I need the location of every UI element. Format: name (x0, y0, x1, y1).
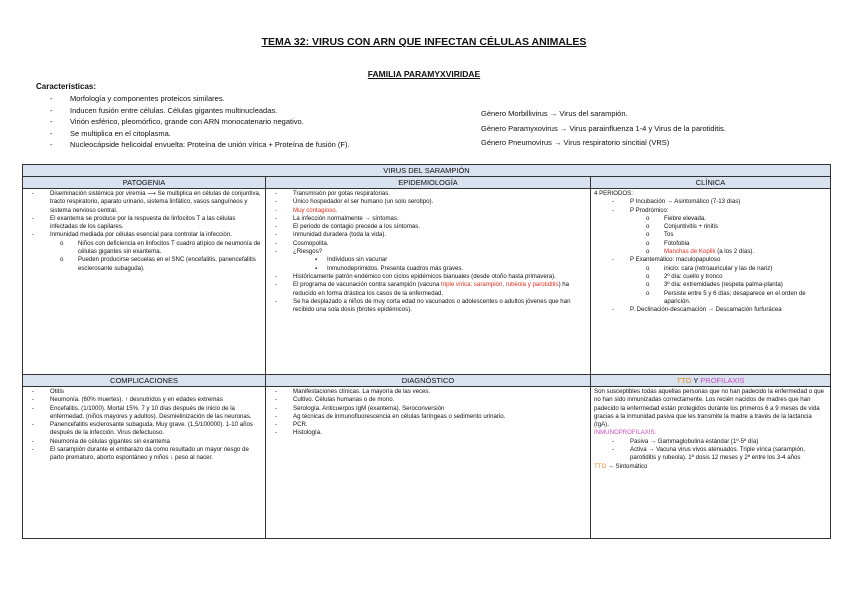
patogenia-cell (23, 189, 266, 375)
list-item: o 2º día: cuello y tronco (664, 273, 827, 281)
list-item: - Otitis (50, 388, 262, 396)
list-item: - Se ha desplazado a niños de muy corta edad no vacunados o adolescentes o adultos jóvenes que han recibido una sola dosis (brotes epidémicos). (293, 298, 587, 315)
list-item: o Pueden producirse secuelas en el SNC (encefalitis, panencefalitis esclerosante subaguda). (78, 256, 262, 273)
tto-cell (591, 387, 831, 539)
tto-label: TTO (594, 462, 607, 470)
list-item-text: Inmunidad mediada por células esencial para controlar la infección. (50, 231, 232, 239)
list-item: - El sarampión durante el embarazo da como resultado un mayor riesgo de parto prematuro, aborto espontáneo y niños ↓ peso al nacer. (50, 446, 262, 463)
list-item-text: El programa de vacunación contra sarampión (vacuna (293, 281, 442, 289)
list-item: o Fiebre elevada. (664, 215, 827, 223)
list-item: ▪ Inmunodeprimidos. Presenta cuadros más graves. (327, 265, 587, 273)
list-item-text: P Prodrómico: (630, 206, 669, 214)
clinica-cell (591, 189, 831, 375)
list-item: - Nucleocápside helicoidal envuelta: Proteína de unión vírica + Proteína de fusión (F). (50, 139, 350, 151)
list-item: Género Paramyxovirus → Virus parainfluenza 1-4 y Virus de la parotiditis. (481, 123, 726, 133)
list-item: - Cosmopolita. (293, 240, 587, 248)
profilaxis-label: PROFILAXIS (700, 376, 745, 385)
list-item (50, 231, 262, 272)
list-item: - PCR. (293, 421, 587, 429)
list-item: - Histología. (293, 429, 587, 437)
list-item: - Serología. Anticuerpos IgM (exantema). Seroconversión (293, 405, 587, 413)
list-item: - Único hospedador el ser humano (un solo serotipo). (293, 198, 587, 206)
list-item (630, 256, 827, 306)
list-item: - Se multiplica en el citoplasma. (50, 128, 350, 140)
list-item: - Panencefalitis esclerosante subaguda. Muy grave. (1,5/100000). 1-10 años después de la infección. Virus defectuoso. (50, 421, 262, 438)
header-diagnostico: DIAGNÓSTICO (266, 375, 591, 387)
tto-text: → Sintomático (606, 462, 648, 470)
list-item: - El periodo de contagio precede a los síntomas. (293, 223, 587, 231)
list-item-text: ) ha reducido en forma drástica los casos de la enfermedad. (293, 281, 570, 297)
header-epidemiologia: EPIDEMIOLOGÍA (266, 177, 591, 189)
list-item: o inicio: cara (retroauricular y las de nariz) (664, 265, 827, 273)
list-item: - La infección normalmente → síntomas. (293, 215, 587, 223)
list-item: - Inmunidad duradera (toda la vida). (293, 231, 587, 239)
document-title: TEMA 32: VIRUS CON ARN QUE INFECTAN CÉLULAS ANIMALES (261, 36, 587, 48)
list-item: - Pasiva → Gammaglobulina estándar (1º-5º día) (630, 438, 827, 446)
list-item: - Activa → Vacuna virus vivos atenuados. Triple vírica (sarampión, parotiditis y rubeola). 1ª dosis 12 meses y 2ª entre los 3-4 años (630, 446, 827, 463)
list-item: - Manifestaciones clínicas. La mayoría de las veces. (293, 388, 587, 396)
list-item (664, 248, 827, 256)
list-item: - Encefalitis. (1/1000). Mortal 15%. 7 y 10 días después de inicio de la enfermedad. (niños mayores y adultos). Desmielinización de las neuronas. (50, 405, 262, 422)
table-title: VIRUS DEL SARAMPIÓN (23, 165, 831, 177)
list-item: - P Incubación → Asintomático (7-13 días) (630, 198, 827, 206)
characteristics-heading: Características: (36, 82, 97, 91)
list-item: Género Pneumovirus → Virus respiratorio sincitial (VRS) (481, 138, 670, 147)
list-item-text: (a los 2 días). (715, 248, 755, 256)
list-item: - Transmisión por gotas respiratorias. (293, 190, 587, 198)
list-item: - Morfología y componentes proteicos similares. (50, 93, 350, 105)
list-item-text: ¿Riesgos? (293, 248, 323, 256)
koplik-text: Manchas de Koplik (664, 248, 716, 256)
list-item: ▪ Individuos sin vacunar (327, 256, 587, 264)
periods-heading: 4 PERIODOS: (594, 190, 633, 197)
list-item: - Muy contagioso. (293, 207, 587, 215)
header-clinica: CLÍNICA (591, 177, 831, 189)
header-complicaciones: COMPLICACIONES (23, 375, 266, 387)
epidemiologia-cell (266, 189, 591, 375)
susceptibility-text: Son susceptibles todas aquellas personas que no han padecido la enfermedad o que no han sido inmunizadas correctamente. Los recién nacidos de madres que han padecido la enfermedad están protegidos durante los primeros 6 a 9 meses de vida gracias a la inmunidad pasiva que les transmite la madre a través de la lactancia (IgA). (594, 388, 825, 429)
list-item: Género Morbillivirus → Virus del sarampión. (481, 109, 628, 118)
header-tto-profilaxis (591, 375, 831, 387)
list-item: - Cultivo. Células humanas o de mono. (293, 396, 587, 404)
list-item: o Conjuntivitis + rinitis (664, 223, 827, 231)
genres-list (481, 107, 726, 151)
list-item: - El exantema se produce por la respuesta de linfocitos T a las células infectadas de los capilares. (50, 215, 262, 232)
list-item (293, 248, 587, 273)
list-item: o 3º día: extremidades (respeta palma-planta) (664, 281, 827, 289)
inmunoprofilaxis-heading: INMUNOPROFILAXIS: (594, 429, 657, 437)
list-item (630, 207, 827, 257)
tto-line (594, 463, 827, 471)
list-item: - Virión esférico, pleomórfico, grande con ARN monocatenario negativo. (50, 116, 350, 128)
list-item: - Inducen fusión entre células. Células gigantes multinucleadas. (50, 105, 350, 117)
header-connector: Y (691, 376, 701, 385)
tto-label: TTO (676, 376, 692, 385)
list-item: - Históricamente patrón endémico con ciclos epidémicos bianuales (desde otoño hasta primavera). (293, 273, 587, 281)
list-item-text: P Exantemático: maculopapuloso (630, 256, 721, 264)
list-item (293, 281, 587, 298)
list-item: - Neumonía de células gigantes sin exantema (50, 438, 262, 446)
complicaciones-cell (23, 387, 266, 539)
list-item: - Ag técnicas de inmunofluorescencia en células faríngeas o sedimento urinario. (293, 413, 587, 421)
vaccine-text: triple vírica: sarampión, rubéola y parotiditis (441, 281, 559, 289)
list-item: o Tos (664, 231, 827, 239)
header-patogenia: PATOGENIA (23, 177, 266, 189)
list-item: - Neumonía. (60% muertes). ↑ desnutridos y en edades extremas (50, 396, 262, 404)
list-item: o Persiste entre 5 y 6 días; desaparece en el orden de aparición. (664, 290, 827, 307)
list-item: o Niños con deficiencia en linfocitos T cuadro atípico de neumonía de células gigantes sin exantema. (78, 240, 262, 257)
list-item: - Diseminación sistémica por viremia ⟶ Se multiplica en células de conjuntiva, tracto respiratorio, aparato urinario, sistema linfático, vasos sanguíneos y sistema nervioso central. (50, 190, 262, 215)
family-subtitle: FAMILIA PARAMYXVIRIDAE (367, 69, 481, 79)
measles-table (22, 164, 831, 539)
list-item: - P. Declinación-descamación → Descamación furfurácea (630, 306, 827, 314)
list-item: o Fotofobia (664, 240, 827, 248)
characteristics-list (50, 93, 350, 151)
diagnostico-cell (266, 387, 591, 539)
